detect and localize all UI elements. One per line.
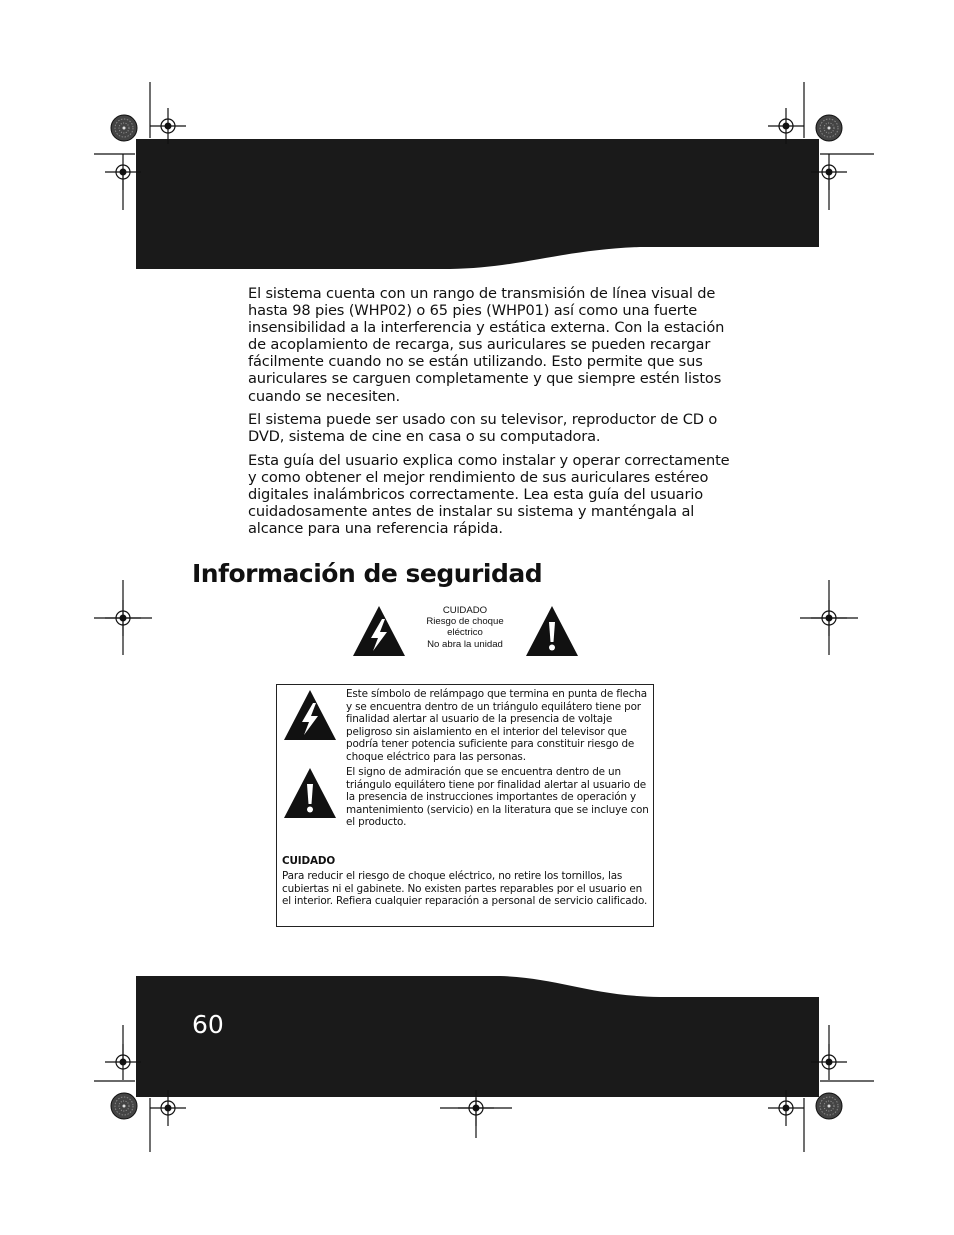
intro-paragraph-1: El sistema cuenta con un rango de transmisión de línea visual de hasta 98 pies (WHP02) o 65 pies (WHP01) así como una fuerte insensibilidad a la interferencia y estática externa. Con la estación de acoplamiento de recarga, sus auriculares se pueden recargar fácilmente cuando no se están utilizando. Esto permite que sus auriculares se carguen completamente y que siempre estén listos cuando se necesiten. [248, 285, 725, 405]
caution-heading: CUIDADO [282, 855, 336, 867]
warning-label-line: Riesgo de choque [426, 616, 504, 628]
exclamation-triangle-icon [283, 767, 337, 819]
exclamation-triangle-icon [525, 605, 579, 657]
exclamation-symbol-description: El signo de admiración que se encuentra dentro de un triángulo equilátero tiene por finalidad alertar al usuario de la presencia de instrucciones importantes de operación y mantenimiento (servicio) en la literatura que se incluye con el producto. [346, 766, 649, 829]
warning-label-line: eléctrico [447, 627, 483, 639]
lightning-triangle-icon [283, 689, 337, 741]
warning-label [418, 605, 512, 650]
intro-paragraph-2: El sistema puede ser usado con su televisor, reproductor de CD o DVD, sistema de cine en casa o su computadora. [248, 411, 718, 446]
lightning-triangle-icon [352, 605, 406, 657]
lightning-symbol-description: Este símbolo de relámpago que termina en punta de flecha y se encuentra dentro de un triángulo equilátero tiene por finalidad alertar al usuario de la presencia de voltaje peligroso sin aislamiento en el interior del televisor que podría tener potencia suficiente para constituir riesgo de choque eléctrico para las personas. [346, 688, 647, 763]
page-number: 60 [192, 1010, 224, 1039]
warning-label-line: No abra la unidad [427, 638, 503, 650]
caution-text: Para reducir el riesgo de choque eléctrico, no retire los tornillos, las cubiertas ni el gabinete. No existen partes reparables por el usuario en el interior. Refiera cualquier reparación a personal de servicio calificado. [282, 870, 648, 908]
warning-label-line: CUIDADO [442, 605, 488, 616]
section-title: Información de seguridad [192, 559, 543, 588]
intro-paragraph-3: Esta guía del usuario explica como instalar y operar correctamente y como obtener el mejor rendimiento de sus auriculares estéreo digitales inalámbricos correctamente. Lea esta guía del usuario cuidadosamente antes de instalar su sistema y manténgala al alcance para una referencia rápida. [248, 452, 730, 538]
safety-box [276, 684, 654, 927]
